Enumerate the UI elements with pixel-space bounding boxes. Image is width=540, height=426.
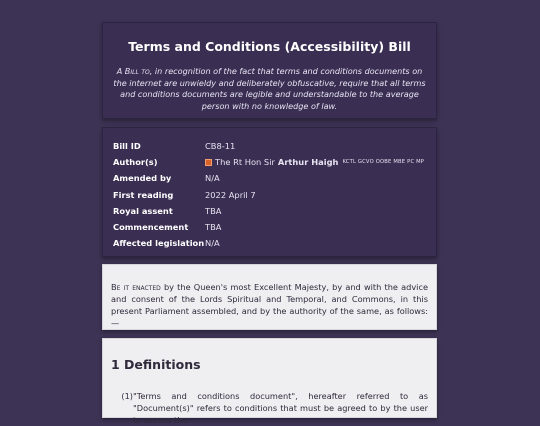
info-key: Affected legislation — [113, 238, 205, 249]
author-prefix: The Rt Hon Sir — [215, 157, 275, 168]
info-value — [205, 157, 424, 167]
bill-info-card — [102, 127, 437, 257]
info-row-amended-by — [113, 170, 436, 186]
clause-text: "Terms and conditions document", hereafter referred to as "Document(s)" refers to conditions that must be agreed to by the user to access the — [133, 391, 428, 425]
section-heading: 1 Definitions — [111, 357, 201, 372]
info-row-affected-legislation — [113, 235, 436, 251]
enacting-text: by the Queen's most Excellent Majesty, by and with the advice and consent of the Lords Spiritual and Temporal, and Commons, in this present Parliament assembled, and by the authority of the same, as follows:— — [111, 282, 428, 328]
definitions-section — [102, 338, 437, 425]
author-name-link[interactable]: Arthur Haigh — [277, 157, 339, 168]
author-postnominals: KCTL GCVO OOBE MBE PC MP — [342, 159, 425, 166]
info-row-bill-id — [113, 138, 436, 154]
bill-summary — [113, 66, 426, 112]
bill-title: Terms and Conditions (Accessibility) Bill — [128, 39, 411, 54]
bill-summary-text: in recognition of the fact that terms and conditions documents on the internet are unwieldy and deliberately obfuscative, require that all terms and conditions documents are legible and understandable to the average person with no knowledge of law. — [113, 66, 426, 111]
enacting-formula — [111, 281, 428, 329]
enacting-lead: Be it enacted — [111, 282, 161, 292]
enacting-formula-card — [102, 264, 437, 330]
info-row-first-reading — [113, 187, 436, 203]
info-key: Royal assent — [113, 205, 173, 216]
info-value: 2022 April 7 — [205, 189, 256, 200]
clause-number: (1) — [121, 391, 133, 401]
info-value: N/A — [205, 173, 220, 184]
bill-summary-lead: A Bill to, — [116, 66, 153, 76]
info-key: Amended by — [113, 173, 172, 184]
info-key: Bill ID — [113, 141, 141, 152]
info-key: First reading — [113, 189, 174, 200]
party-flag-icon — [205, 159, 212, 166]
info-value: TBA — [205, 205, 222, 216]
info-key: Author(s) — [113, 157, 158, 168]
info-row-authors — [113, 154, 436, 170]
info-value: CB8-11 — [205, 141, 236, 152]
bill-header-card — [102, 22, 437, 119]
info-value: N/A — [205, 238, 220, 249]
info-row-commencement — [113, 219, 436, 235]
info-key: Commencement — [113, 222, 189, 233]
clause — [111, 390, 428, 426]
info-row-royal-assent — [113, 203, 436, 219]
info-value: TBA — [205, 222, 222, 233]
